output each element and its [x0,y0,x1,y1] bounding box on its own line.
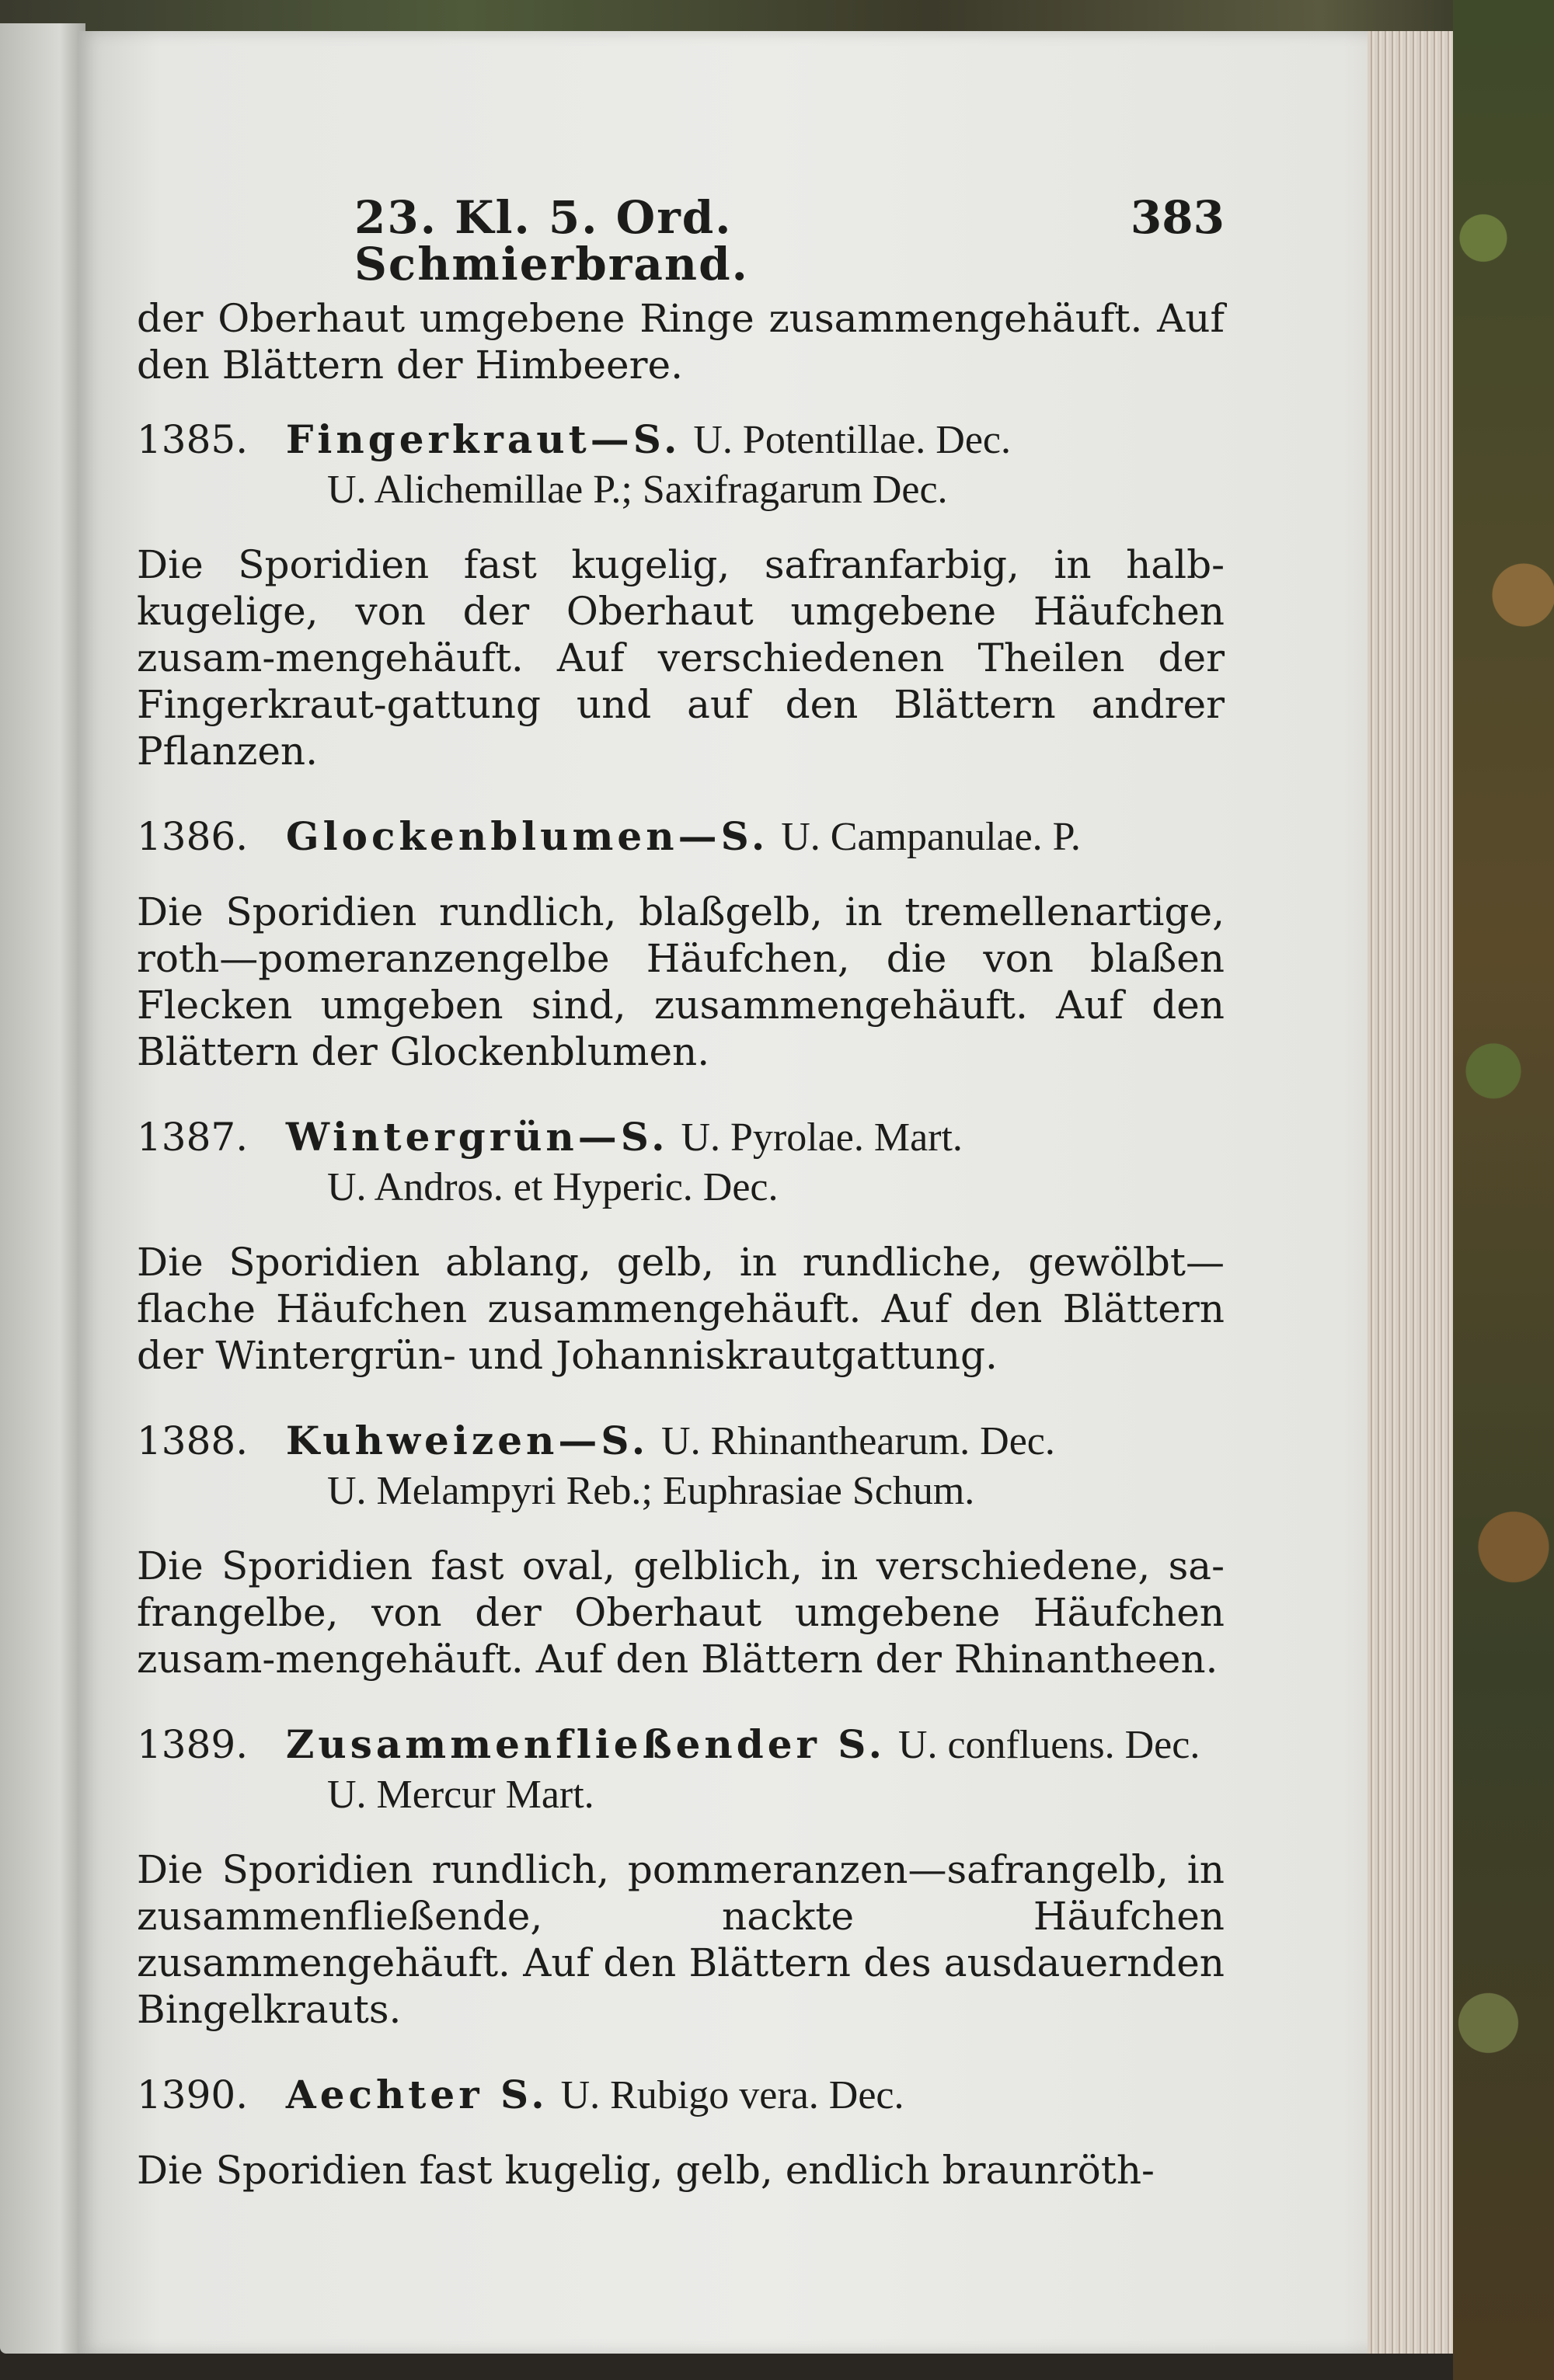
intro-paragraph: der Oberhaut umgebene Ringe zusammengehäuft. Auf den Blättern der Himbeere. [137,296,1225,388]
entry-latin: U. Campanulae. P. [781,815,1081,859]
entry-1385 [137,416,1225,774]
entry-number: 1390. [137,2072,249,2117]
entry-synonyms: U. Alichemillae P.; Saxifragarum Dec. [327,468,948,512]
running-header [137,191,1225,291]
entry-1386 [137,813,1225,1075]
entry-1387 [137,1114,1225,1379]
entry-latin: U. Rubigo vera. Dec. [560,2073,904,2117]
entry-number: 1385. [137,417,249,462]
entry-name: Fingerkraut—S. [285,416,681,462]
entry-description: Die Sporidien fast oval, gelblich, in verschiedene, sa-frangelbe, von der Oberhaut umgebene Häufchen zusam-mengehäuft. Auf den Blättern der Rhinantheen. [137,1543,1225,1682]
page-number: 383 [1130,191,1225,244]
entry-synonyms: U. Mercur Mart. [327,1773,594,1817]
entry-latin: U. confluens. Dec. [897,1723,1200,1767]
entry-1388 [137,1418,1225,1682]
entry-name: Kuhweizen—S. [285,1418,650,1463]
entry-number: 1386. [137,814,249,859]
left-page-edge [0,23,85,2354]
entry-synonyms: U. Melampyri Reb.; Euphrasiae Schum. [327,1469,975,1513]
entry-description: Die Sporidien rundlich, blaßgelb, in tremellenartige, roth—pomeranzengelbe Häufchen, die von blaßen Flecken umgeben sind, zusammengehäuft. Auf den Blättern der Glockenblumen. [137,889,1225,1074]
entry-name: Aechter S. [285,2072,549,2117]
entry-name: Wintergrün—S. [285,1114,669,1160]
entry-number: 1389. [137,1722,249,1767]
entry-description: Die Sporidien rundlich, pommeranzen—safrangelb, in zusammenfließende, nackte Häufchen zusammengehäuft. Auf den Blättern des ausdauernden Bingelkrauts. [137,1847,1225,2032]
entry-latin: U. Pyrolae. Mart. [681,1115,963,1160]
entry-description: Die Sporidien fast kugelig, safranfarbig, in halb-kugelige, von der Oberhaut umgebene Häufchen zusam-mengehäuft. Auf verschiedenen Theilen der Fingerkraut-gattung und auf den Blättern andrer Pflanzen. [137,542,1225,774]
entry-1389 [137,1721,1225,2033]
entry-description: Die Sporidien fast kugelig, gelb, endlich braunröth- [137,2148,1155,2193]
entry-latin: U. Potentillae. Dec. [693,418,1012,462]
entry-1390 [137,2072,1225,2194]
header-title: 23. Kl. 5. Ord. Schmierbrand. [354,191,749,291]
entry-name: Zusammenfließender S. [285,1721,886,1767]
marbled-cover-edge [1453,0,1554,2380]
entry-name: Glockenblumen—S. [285,813,769,859]
entry-latin: U. Rhinanthearum. Dec. [661,1419,1055,1463]
page-stack-edges [1368,31,1453,2354]
entry-description: Die Sporidien ablang, gelb, in rundliche, gewölbt—flache Häufchen zusammengehäuft. Auf den Blättern der Wintergrün- und Johanniskrautgattung. [137,1240,1225,1378]
page-text [137,191,1225,2232]
entry-synonyms: U. Andros. et Hyperic. Dec. [327,1165,779,1209]
entry-number: 1387. [137,1115,249,1160]
entry-number: 1388. [137,1418,249,1463]
